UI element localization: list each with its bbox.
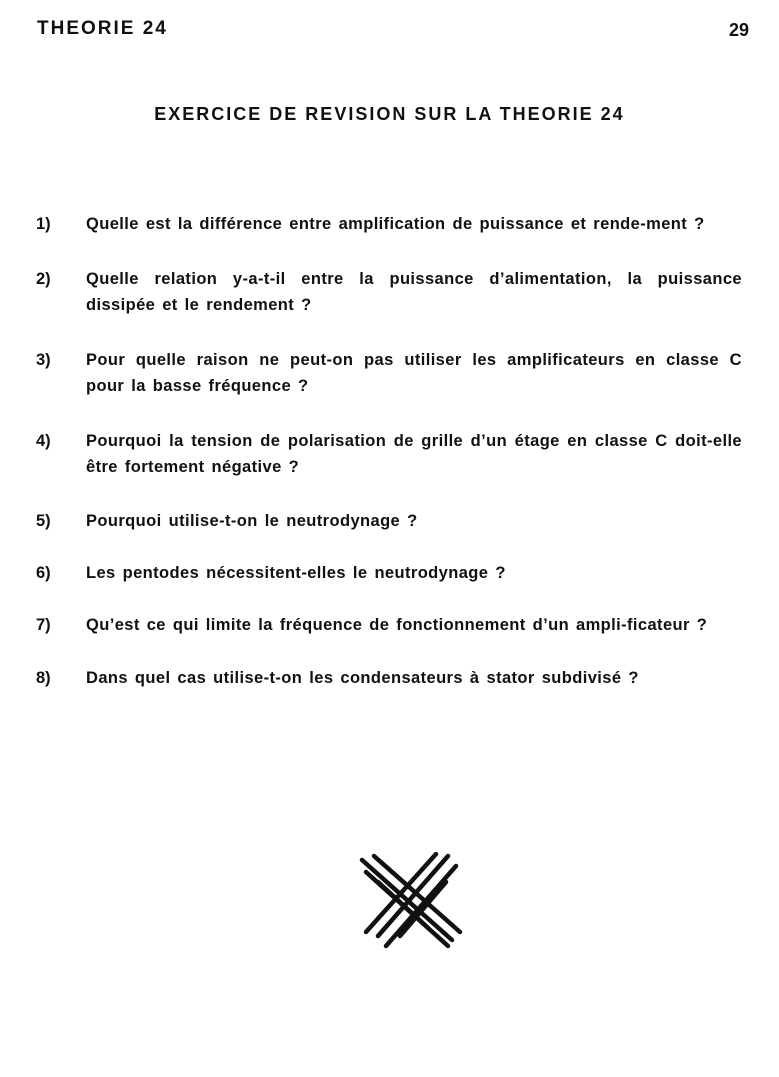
- question-number: 4): [36, 432, 51, 450]
- question-text: Les pentodes nécessitent-elles le neutrodynage ?: [86, 564, 506, 582]
- question-number: 6): [36, 564, 51, 582]
- question-text: Quelle relation y-a-t-il entre la puissance d’alimentation, la puissance dissipée et le rendement ?: [86, 270, 742, 314]
- section-label: THEORIE 24: [37, 18, 168, 39]
- question-text: Pourquoi utilise-t-on le neutrodynage ?: [86, 512, 418, 530]
- question-number: 8): [36, 669, 51, 687]
- page-title: EXERCICE DE REVISION SUR LA THEORIE 24: [154, 104, 625, 124]
- question-number: 1): [36, 215, 51, 233]
- list-item: [36, 266, 742, 318]
- list-item: [36, 560, 742, 586]
- question-text: Qu’est ce qui limite la fréquence de fonctionnement d’un ampli-ficateur ?: [86, 616, 708, 634]
- crosshatch-emblem-icon: [356, 852, 464, 952]
- list-item: [36, 211, 742, 237]
- question-number: 2): [36, 270, 51, 288]
- question-number: 5): [36, 512, 51, 530]
- list-item: [36, 508, 742, 534]
- question-number: 7): [36, 616, 51, 634]
- question-text: Dans quel cas utilise-t-on les condensateurs à stator subdivisé ?: [86, 669, 639, 687]
- question-text: Pour quelle raison ne peut-on pas utiliser les amplificateurs en classe C pour la basse fréquence ?: [86, 351, 742, 395]
- list-item: [36, 428, 742, 480]
- page-number: 29: [728, 20, 749, 40]
- question-text: Pourquoi la tension de polarisation de grille d’un étage en classe C doit-elle être fortement négative ?: [86, 432, 742, 476]
- question-list: [36, 211, 742, 691]
- list-item: [36, 347, 742, 399]
- list-item: [36, 665, 742, 691]
- question-text: Quelle est la différence entre amplification de puissance et rende-ment ?: [86, 215, 705, 233]
- question-number: 3): [36, 351, 51, 369]
- hatch-line: [366, 854, 436, 932]
- list-item: [36, 612, 742, 638]
